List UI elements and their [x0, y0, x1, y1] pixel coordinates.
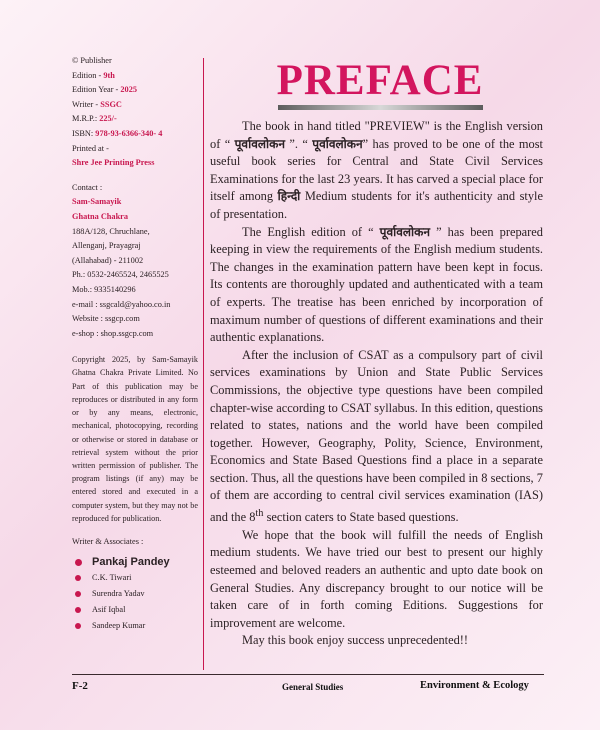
associate-item: Sandeep Kumar: [72, 618, 198, 634]
footer-book-title: General Studies: [282, 682, 344, 692]
preface-body: [210, 118, 543, 650]
contact-name-2: Ghatna Chakra: [72, 211, 129, 221]
column-divider: [203, 58, 204, 670]
page-title: PREFACE: [276, 57, 484, 104]
bullet-icon: [75, 623, 81, 629]
edition-value: 9th: [103, 70, 115, 80]
bullet-icon: [75, 591, 81, 597]
writer-value: SSGC: [100, 99, 122, 109]
copyright-notice: Copyright 2025, by Sam-Samayik Ghatna Chakra Private Limited. No Part of this publication may be reproduces or distributed in any form or by any means, electronic, mechanical, photocopying, recording or otherwise or stored in database or retrieval system without the prior written permission of publisher. The program listings (if any) may be entered stored and executed in a computer system, but they may not be reproduced for publication.: [72, 355, 198, 523]
preface-paragraph: The book in hand titled "PREVIEW" is the English version of “ पूर्वावलोकन ”. “ पूर्वावलोकन” has proved to be one of the most useful book series for Central and State Civil Services Examinations for the last 23 years. It has carved a special place for itself among हिन्दी Medium students for it's authenticity and style of presentation.: [210, 119, 544, 221]
bullet-icon: [75, 559, 82, 566]
contact-label: Contact :: [72, 182, 103, 192]
edition-year-value: 2025: [120, 85, 137, 95]
associates-list: [72, 554, 198, 634]
hindi-medium: हिन्दी: [277, 189, 301, 204]
email-line: e-mail : ssgcald@yahoo.co.in: [72, 299, 171, 309]
mobile-line: Mob.: 9335140296: [72, 284, 136, 294]
ordinal-suffix: th: [255, 508, 264, 520]
associate-item: Surendra Yadav: [72, 586, 198, 602]
associate-item: Asif Iqbal: [72, 602, 198, 618]
publisher-line: © Publisher: [72, 56, 112, 65]
eshop-line: e-shop : shop.ssgcp.com: [72, 328, 154, 338]
bullet-icon: [75, 575, 81, 581]
associate-item: C.K. Tiwari: [72, 570, 198, 586]
footer-rule: [72, 674, 544, 675]
contact-name-1: Sam-Samayik: [72, 197, 122, 207]
printed-label: Printed at -: [72, 143, 109, 153]
preface-paragraph: The English edition of “ पूर्वावलोकन ” has been prepared keeping in view the requirements of the English medium students. The changes in the examination pattern have been kept in focus. Its contents are thoroughly updated and authenticated with a team of experts. The treatise has been enriched by incorporation of maximum number of questions of different examinations and their authentic explanations.: [210, 224, 543, 345]
page-number: F-2: [72, 680, 88, 692]
mrp-line: M.R.P.: 225/-: [72, 114, 117, 124]
isbn-line: ISBN: 978-93-6366-340- 4: [72, 128, 163, 138]
preface-paragraph: After the inclusion of CSAT as a compulsory part of civil services examinations by Union and State Public Services Commissions, the objective type questions have been compiled chapter-wise according to CSAT syllabus. In this edition, questions related to states, nations and the world have been compiled together. However, Geography, Polity, Science, Environment, Economics and State Based Questions find a place in a separate section. Thus, all the questions have been compiled in 8 sections, 7 of them are according to central civil services examination (IAS) and the 8th section caters to State based questions.: [210, 347, 543, 525]
associate-item: Pankaj Pandey: [72, 554, 198, 570]
edition-line: Edition - 9th: [72, 70, 115, 80]
title-underline: [278, 105, 483, 110]
hindi-title: पूर्वावलोकन: [234, 136, 285, 151]
address-line-2: Allenganj, Prayagraj: [72, 241, 141, 251]
bullet-icon: [75, 607, 81, 613]
preface-paragraph: We hope that the book will fulfill the needs of English medium students. We have tried our best to present our highly esteemed and beloved readers an authentic and upto date book on General Studies. Any discrepancy brought to our notice will be taken care of in forth coming Editions. Suggestions for improvement are welcome.: [210, 527, 543, 630]
phone-line: Ph.: 0532-2465524, 2465525: [72, 270, 169, 280]
isbn-value: 978-93-6366-340- 4: [95, 128, 163, 138]
website-line: Website : ssgcp.com: [72, 314, 140, 324]
address-line-3: (Allahabad) - 211002: [72, 255, 144, 265]
hindi-title: पूर्वावलोकन: [312, 136, 363, 151]
mrp-value: 225/-: [99, 114, 117, 124]
publisher-sidebar: [72, 54, 198, 634]
hindi-title: पूर्वावलोकन: [379, 224, 431, 239]
printer-name: Shre Jee Printing Press: [72, 158, 155, 168]
footer-section-title: Environment & Ecology: [420, 680, 529, 691]
associates-label: Writer & Associates :: [72, 536, 144, 546]
writer-line: Writer - SSGC: [72, 99, 122, 109]
edition-year-line: Edition Year - 2025: [72, 85, 137, 95]
preface-closing: May this book enjoy success unprecedented!!: [242, 633, 469, 648]
address-line-1: 188A/128, Chruchlane,: [72, 226, 150, 236]
